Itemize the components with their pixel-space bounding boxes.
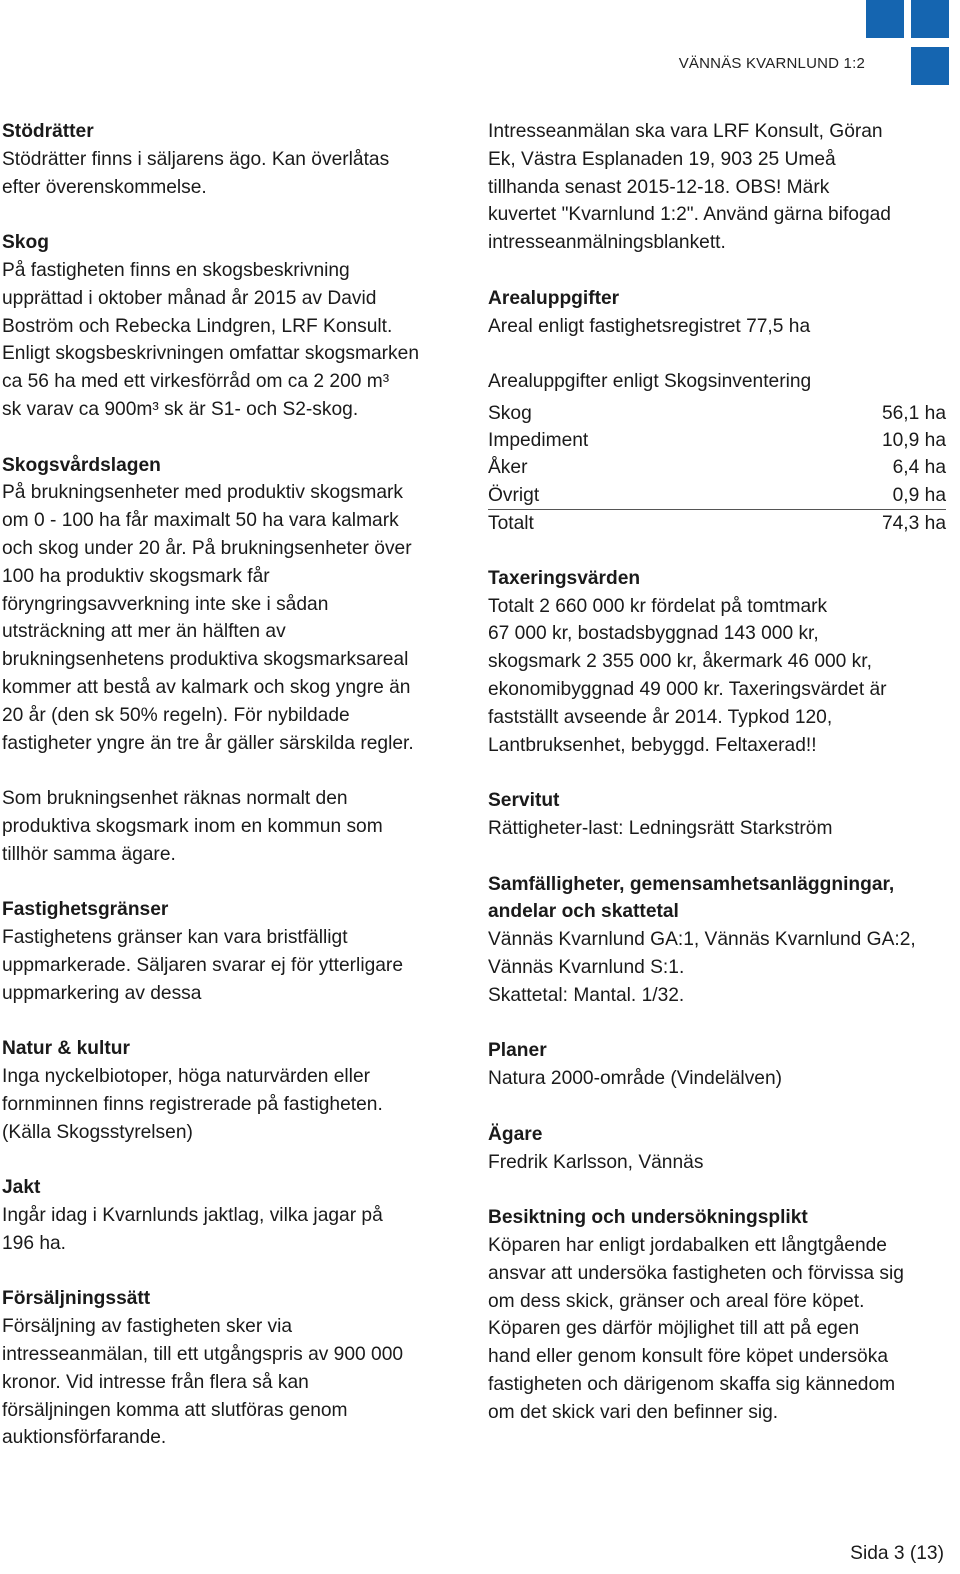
table-row bbox=[488, 427, 946, 454]
page-number: Sida 3 (13) bbox=[850, 1543, 944, 1564]
section-heading: Natur & kultur bbox=[2, 1038, 130, 1060]
section-area-inventory-label bbox=[488, 368, 950, 396]
section-text: Inga nyckelbiotoper, höga naturvärden eller fornminnen finns registrerade på fastigheten. (Källa Skogsstyrelsen) bbox=[2, 1066, 383, 1143]
section-samfalligheter bbox=[488, 871, 950, 1010]
section-heading: Besiktning och undersökningsplikt bbox=[488, 1207, 808, 1229]
table-row bbox=[488, 454, 946, 481]
area-value: 6,4 ha bbox=[892, 457, 946, 479]
right-column bbox=[488, 118, 950, 1454]
area-value: 56,1 ha bbox=[881, 402, 946, 424]
logo-square-top-right bbox=[911, 0, 949, 38]
section-intresseanmalan bbox=[488, 118, 950, 257]
section-heading: Fastighetsgränser bbox=[2, 899, 169, 921]
section-text: Fredrik Karlsson, Vännäs bbox=[488, 1151, 704, 1173]
section-heading: Skogsvårdslagen bbox=[2, 454, 161, 476]
document-header-title: VÄNNÄS KVARNLUND 1:2 bbox=[678, 55, 865, 72]
section-text: Vännäs Kvarnlund GA:1, Vännäs Kvarnlund GA:2, Vännäs Kvarnlund S:1. Skattetal: Mantal. 1/32. bbox=[488, 929, 916, 1006]
logo-square-bottom-right bbox=[911, 47, 949, 85]
section-text: Intresseanmälan ska vara LRF Konsult, Göran Ek, Västra Esplanaden 19, 903 25 Umeå tillhanda senast 2015-12-18. OBS! Märk kuvertet "Kvarnlund 1:2". Använd gärna bifogad intresseanmälningsblankett. bbox=[488, 121, 891, 254]
section-heading: Jakt bbox=[2, 1177, 41, 1199]
section-heading: Servitut bbox=[488, 790, 560, 812]
section-text: Stödrätter finns i säljarens ägo. Kan överlåtas efter överenskommelse. bbox=[2, 148, 390, 198]
section-text: På brukningsenheter med produktiv skogsmark om 0 - 100 ha får maximalt 50 ha vara kalmark och skog under 20 år. På brukningsenheter över 100 ha produktiv skogsmark får föryngringsavverkning inte ske i sådan utsträckning att mer än hälften av brukningsenhetens produktiva skogsmarksareal kommer att bestå av kalmark och skog yngre än 20 år (den sk 50% regeln). För nybildade fastigheter yngre än tre år gäller särskilda regler. bbox=[2, 482, 414, 754]
section-heading: Taxeringsvärden bbox=[488, 567, 641, 589]
area-label: Åker bbox=[488, 457, 528, 479]
section-heading: Försäljningssätt bbox=[2, 1288, 151, 1310]
area-table bbox=[488, 400, 946, 537]
section-skogsvardslagen bbox=[2, 452, 464, 758]
logo-square-top-left bbox=[866, 0, 904, 38]
section-text: På fastigheten finns en skogsbeskrivning upprättad i oktober månad år 2015 av David Boström och Rebecka Lindgren, LRF Konsult. Enligt skogsbeskrivningen omfattar skogsmarken ca 56 ha med ett virkesförråd om ca 2 200 m³ sk varav ca 900m³ sk är S1- och S2-skog. bbox=[2, 259, 419, 420]
section-arealuppgifter bbox=[488, 285, 950, 341]
section-text: Totalt 2 660 000 kr fördelat på tomtmark 67 000 kr, bostadsbyggnad 143 000 kr, skogsmark 2 355 000 kr, åkermark 46 000 kr, ekonomibyggnad 49 000 kr. Taxeringsvärdet är fastställt avseende år 2014. Typkod 120, Lantbruksenhet, bebyggd. Feltaxerad!! bbox=[488, 595, 887, 756]
table-row-total bbox=[488, 509, 946, 537]
table-row bbox=[488, 400, 946, 427]
section-text: Fastighetens gränser kan vara bristfälligt uppmarkerade. Säljaren svarar ej för ytterligare uppmarkering av dessa bbox=[2, 927, 403, 1004]
left-column bbox=[2, 118, 464, 1480]
section-heading: Planer bbox=[488, 1040, 547, 1062]
area-value: 0,9 ha bbox=[767, 482, 946, 510]
table-row bbox=[488, 482, 946, 510]
section-heading: Skog bbox=[2, 232, 49, 254]
section-text: Försäljning av fastigheten sker via intresseanmälan, till ett utgångspris av 900 000 kronor. Vid intresse från flera så kan försäljningen komma att slutföras genom auktionsförfarande. bbox=[2, 1316, 404, 1449]
area-value: 74,3 ha bbox=[881, 512, 946, 534]
section-text: Ingår idag i Kvarnlunds jaktlag, vilka jagar på 196 ha. bbox=[2, 1205, 383, 1254]
section-text: Rättigheter-last: Ledningsrätt Starkström bbox=[488, 817, 833, 839]
section-heading: Samfälligheter, gemensamhetsanläggningar, andelar och skattetal bbox=[488, 873, 895, 923]
section-text: Köparen har enligt jordabalken ett långtgående ansvar att undersöka fastigheten och förvissa sig om dess skick, gränser och areal före köpet. Köparen ges därför möjlighet till att på egen hand eller genom konsult före köpet undersöka fastigheten och därigenom skaffa sig kännedom om det skick vari den befinner sig. bbox=[488, 1234, 904, 1423]
section-natur-kultur bbox=[2, 1035, 464, 1146]
area-value: 10,9 ha bbox=[881, 430, 946, 452]
section-text: Arealuppgifter enligt Skogsinventering bbox=[488, 371, 812, 393]
section-heading: Ägare bbox=[488, 1123, 543, 1145]
area-label: Totalt bbox=[488, 512, 534, 534]
section-text: Areal enligt fastighetsregistret 77,5 ha bbox=[488, 315, 811, 337]
section-servitut bbox=[488, 787, 950, 843]
section-taxeringsvarden bbox=[488, 565, 950, 760]
area-label: Impediment bbox=[488, 430, 589, 452]
section-forsaljningssatt bbox=[2, 1285, 464, 1452]
section-text: Som brukningsenhet räknas normalt den produktiva skogsmark inom en kommun som tillhör samma ägare. bbox=[2, 788, 383, 865]
section-heading: Stödrätter bbox=[2, 121, 94, 142]
section-jakt bbox=[2, 1174, 464, 1257]
area-label: Övrigt bbox=[488, 482, 767, 510]
section-stodratter bbox=[2, 118, 464, 201]
section-fastighetsgranser bbox=[2, 896, 464, 1007]
section-skog bbox=[2, 229, 464, 424]
section-text: Natura 2000-område (Vindelälven) bbox=[488, 1068, 783, 1090]
section-besiktning bbox=[488, 1204, 950, 1426]
section-planer bbox=[488, 1037, 950, 1093]
area-label: Skog bbox=[488, 402, 532, 424]
section-heading: Arealuppgifter bbox=[488, 287, 620, 309]
section-brukningsenhet bbox=[2, 785, 464, 868]
section-agare bbox=[488, 1121, 950, 1177]
